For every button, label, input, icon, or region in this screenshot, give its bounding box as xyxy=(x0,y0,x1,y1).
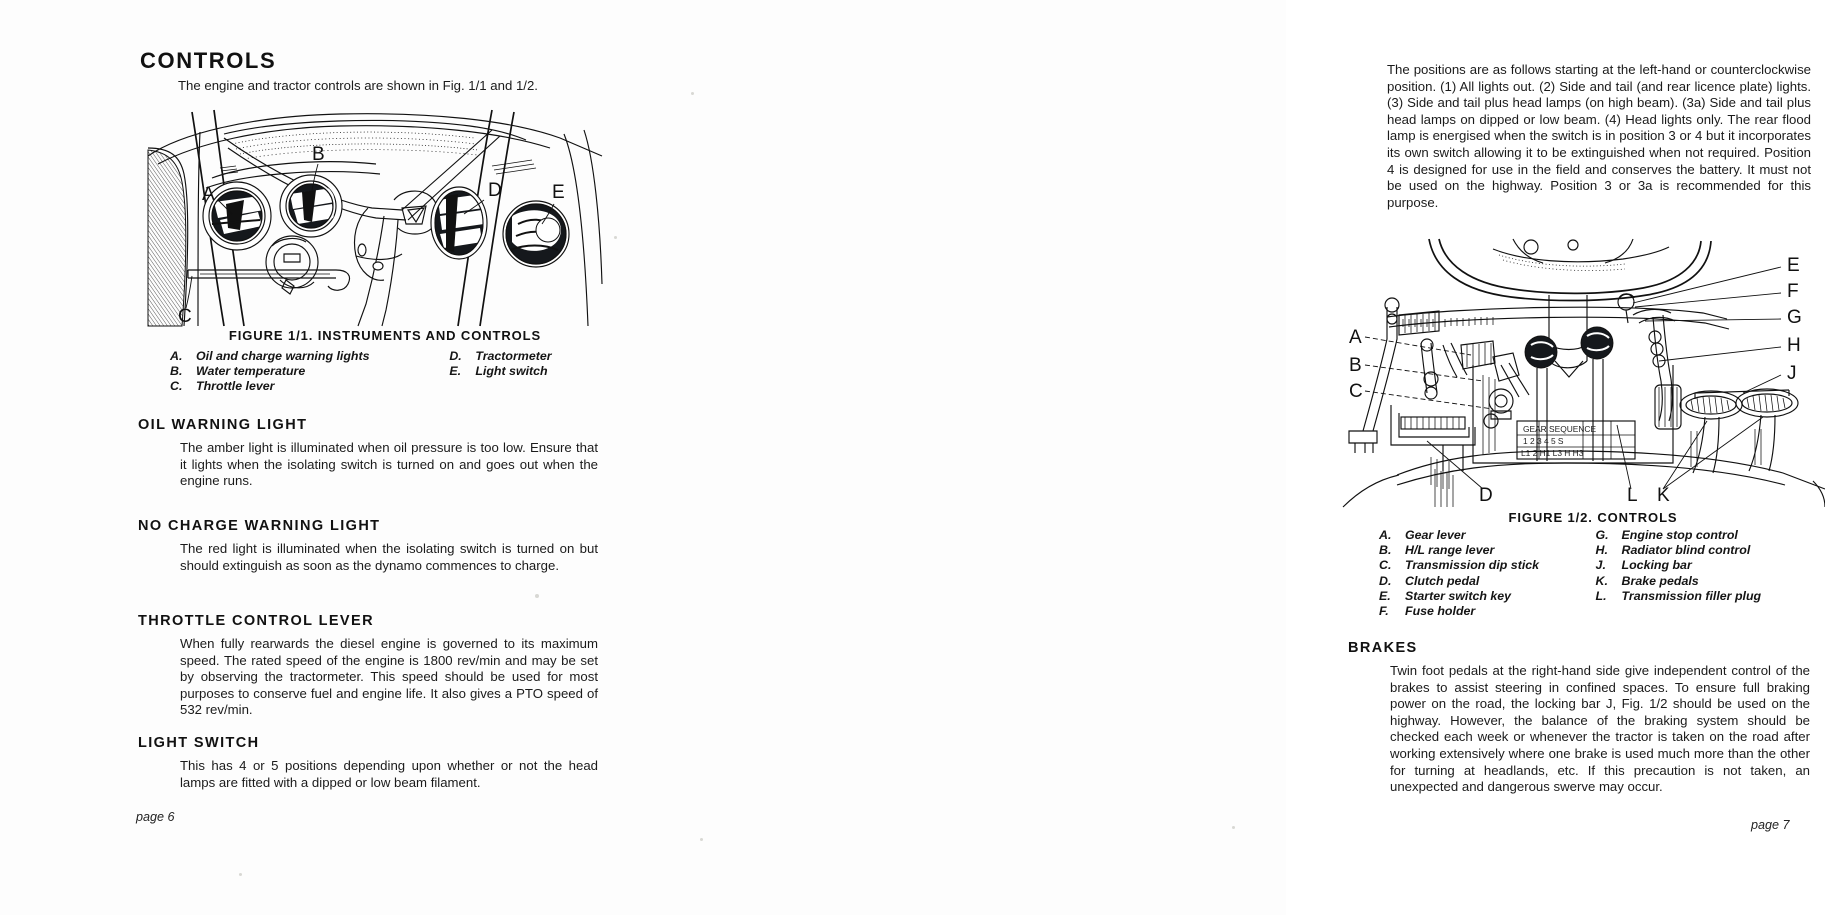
light-switch-positions-paragraph: The positions are as follows starting at the left-hand or counterclockwise position. (1) All lights out. (2) Side and tail (and rear licence plate) lights. (3) Side and tail plus head lamps (on high beam). (3a) Side and tail plus head lamps on dipped or low beam. (4) Head lights only. The rear flood lamp is energised when the switch is in position 3 or 4 but it incorporates its own switch allowing it to be extinguished when not required. Position 4 is designed for use in the field and conserves the battery. It must not be used on the highway. Position 3 or 3a is recommended for this purpose. xyxy=(1387,62,1811,210)
callout-A: A xyxy=(202,184,215,205)
gear-plate-line-3: L1 2 H1 L3 H H3 xyxy=(1521,448,1584,458)
figure-1-2-caption: FIGURE 1/2. CONTROLS xyxy=(1508,510,1678,525)
legend-key: E. xyxy=(449,364,462,379)
legend-value: Starter switch key xyxy=(1405,588,1512,603)
page-title: CONTROLS xyxy=(140,48,277,73)
figure-1-2-illustration xyxy=(1343,245,1825,507)
gear-plate-line-1: GEAR SEQUENCE xyxy=(1523,424,1597,434)
callout-E: E xyxy=(552,182,565,203)
legend-row xyxy=(1379,604,1819,619)
section-body: The red light is illuminated when the isolating switch is turned on but should extinguish as soon as the dynamo commences to charge. xyxy=(180,541,598,573)
callout-F: F xyxy=(1787,281,1799,302)
legend-key: D. xyxy=(449,349,462,363)
legend-value-empty xyxy=(1622,604,1819,619)
legend-row xyxy=(1379,589,1819,604)
section-heading: BRAKES xyxy=(1348,640,1418,656)
legend-key: A. xyxy=(1379,528,1392,542)
callout-A: A xyxy=(1349,327,1362,348)
page-number-right: page 7 xyxy=(1751,818,1790,832)
legend-key: J. xyxy=(1595,558,1606,573)
legend-value: Fuse holder xyxy=(1405,604,1476,619)
section-light-switch xyxy=(138,735,598,791)
legend-key: F. xyxy=(1379,604,1389,619)
figure-1-1-illustration xyxy=(140,104,602,326)
legend-key: E. xyxy=(1379,588,1391,603)
legend-value: Locking bar xyxy=(1621,558,1692,573)
figure-1-1-caption: FIGURE 1/1. INSTRUMENTS AND CONTROLS xyxy=(228,328,542,343)
legend-key: A. xyxy=(170,349,183,363)
legend-value: Throttle lever xyxy=(196,379,275,394)
legend-value: Oil and charge warning lights xyxy=(196,349,370,363)
section-oil-warning-light xyxy=(138,417,598,490)
page-left xyxy=(0,0,643,915)
callout-B: B xyxy=(312,144,325,165)
callout-C: C xyxy=(178,306,192,327)
section-body: When fully rearwards the diesel engine is governed to its maximum speed. The rated speed of the engine is 1800 rev/min and may be set by observing the tractormeter. This speed should be used for most purposes to conserve fuel and engine life. It also gives a PTO speed of 532 rev/min. xyxy=(180,636,598,718)
section-heading: NO CHARGE WARNING LIGHT xyxy=(138,518,381,534)
scan-speck xyxy=(700,838,703,841)
callout-L: L xyxy=(1627,485,1638,506)
legend-row xyxy=(1379,574,1819,589)
section-no-charge-warning-light xyxy=(138,518,598,574)
section-brakes xyxy=(1348,640,1810,796)
callout-D: D xyxy=(488,180,502,201)
legend-key: C. xyxy=(1379,558,1392,573)
scan-speck xyxy=(1232,826,1235,829)
legend-value: Transmission dip stick xyxy=(1405,558,1540,573)
legend-value: Brake pedals xyxy=(1621,573,1699,588)
legend-value: Water temperature xyxy=(196,364,306,379)
scan-speck xyxy=(614,236,617,239)
legend-value: Light switch xyxy=(475,364,548,379)
gear-plate-line-2: 1 2 3 4 5 S xyxy=(1523,436,1564,446)
section-heading: OIL WARNING LIGHT xyxy=(138,417,308,433)
figure-1-1-drawing xyxy=(140,104,602,326)
callout-D: D xyxy=(1479,485,1493,506)
legend-value: Gear lever xyxy=(1405,528,1466,542)
callout-C: C xyxy=(1349,381,1363,402)
scan-speck xyxy=(691,92,694,95)
section-body: The amber light is illuminated when oil pressure is too low. Ensure that it lights when the isolating switch is turned on and goes out when the engine runs. xyxy=(180,440,598,489)
legend-key-empty xyxy=(1596,604,1622,619)
legend-row xyxy=(1379,528,1819,543)
legend-key-empty xyxy=(449,379,475,394)
legend-key: B. xyxy=(1379,543,1392,558)
legend-value: Clutch pedal xyxy=(1405,573,1480,588)
section-heading: THROTTLE CONTROL LEVER xyxy=(138,613,374,629)
legend-row xyxy=(1379,558,1819,573)
callout-J: J xyxy=(1787,363,1797,384)
legend-key: K. xyxy=(1595,573,1608,588)
legend-value: H/L range lever xyxy=(1405,543,1495,558)
section-body: Twin foot pedals at the right-hand side give independent control of the brakes to assist steering in confined spaces. To ensure full braking power on the road, the locking bar J, Fig. 1/2 should be used on the highway. However, the balance of the braking system should be checked each week or whenever the tractor is taken on the road after working extensively where one brake is used much more than the other for turning at headlands, etc. If this precaution is not taken, an unexpected and dangerous swerve may occur. xyxy=(1390,663,1810,795)
legend-key: G. xyxy=(1595,528,1609,542)
legend-row xyxy=(170,364,600,379)
callout-G: G xyxy=(1787,307,1802,328)
section-body: This has 4 or 5 positions depending upon whether or not the head lamps are fitted with a dipped or low beam filament. xyxy=(180,758,598,790)
page-number-left: page 6 xyxy=(136,810,175,824)
scan-speck xyxy=(239,873,242,876)
legend-key: D. xyxy=(1379,573,1392,588)
legend-value: Transmission filler plug xyxy=(1621,588,1762,603)
figure-1-2-legend xyxy=(1379,528,1819,619)
legend-key: H. xyxy=(1595,543,1608,558)
legend-value-empty xyxy=(475,379,600,394)
figure-1-1-legend xyxy=(170,349,600,395)
callout-E: E xyxy=(1787,255,1800,276)
legend-key: L. xyxy=(1595,588,1607,603)
legend-value: Engine stop control xyxy=(1621,528,1738,542)
legend-row xyxy=(170,379,600,394)
page-right xyxy=(643,0,1811,915)
section-throttle-control-lever xyxy=(138,613,598,719)
legend-key: B. xyxy=(170,364,183,379)
callout-H: H xyxy=(1787,335,1801,356)
section-heading: LIGHT SWITCH xyxy=(138,735,260,751)
callout-B: B xyxy=(1349,355,1362,376)
legend-value: Tractormeter xyxy=(475,349,552,363)
legend-key: C. xyxy=(170,379,183,394)
intro-paragraph: The engine and tractor controls are shown in Fig. 1/1 and 1/2. xyxy=(178,78,538,93)
callout-K: K xyxy=(1657,485,1670,506)
scan-speck xyxy=(535,594,539,598)
legend-value: Radiator blind control xyxy=(1621,543,1751,558)
legend-row xyxy=(170,349,600,364)
legend-row xyxy=(1379,543,1819,558)
figure-1-2-drawing xyxy=(1343,245,1825,507)
